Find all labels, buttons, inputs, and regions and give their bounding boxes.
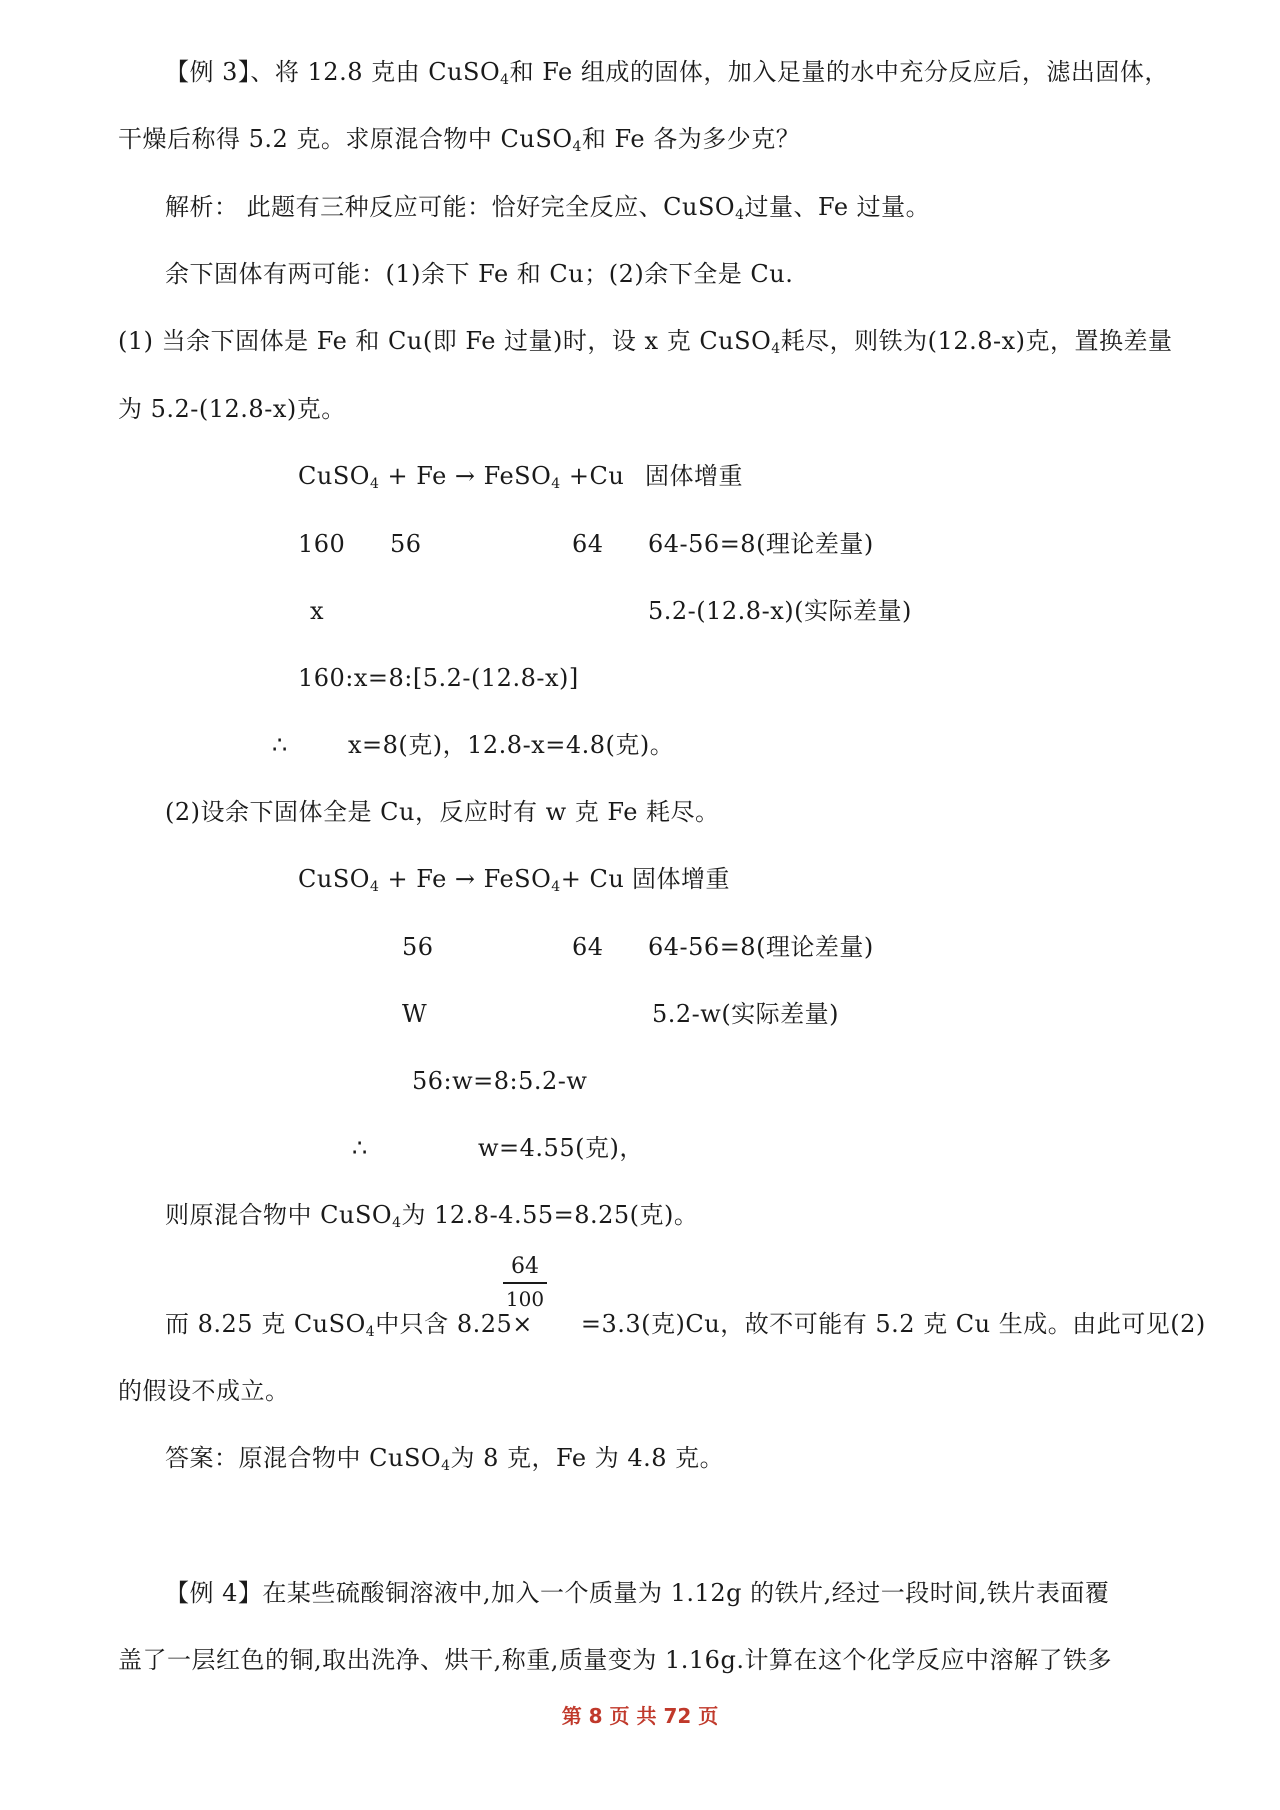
molar-mass-56-case2: 56: [402, 933, 434, 961]
ex4-question-line2: 盖了一层红色的铜,取出洗净、烘干,称重,质量变为 1.16g.计算在这个化学反应中溶解了铁多: [118, 1646, 1112, 1674]
result-1: x=8(克)，12.8-x=4.8(克)。: [348, 731, 675, 759]
therefore-symbol-2: ∴: [352, 1134, 368, 1162]
equation-2: CuSO$_4$ + Fe → FeSO$_4$+ Cu: [298, 865, 625, 895]
molar-mass-56: 56: [390, 530, 422, 558]
molar-mass-160: 160: [298, 530, 346, 558]
ex3-case1-line1: (1) 当余下固体是 Fe 和 Cu(即 Fe 过量)时，设 x 克 CuSO$_4$耗尽，则铁为(12.8-x)克，置换差量: [118, 327, 1173, 357]
fraction-numerator: 64: [503, 1252, 547, 1284]
solid-gain-label-1: 固体增重: [645, 462, 743, 490]
fraction-denominator: 100: [505, 1287, 545, 1311]
theoretical-difference-2: 64-56=8(理论差量): [648, 933, 874, 961]
actual-difference-2: 5.2-w(实际差量): [652, 1000, 840, 1028]
ex3-question-line2: 干燥后称得 5.2 克。求原混合物中 CuSO$_4$和 Fe 各为多少克？: [118, 125, 801, 155]
ex3-case2: (2)设余下固体全是 Cu，反应时有 w 克 Fe 耗尽。: [165, 798, 720, 826]
result-2: w=4.55(克)，: [478, 1134, 644, 1162]
ex3-remain-possibilities: 余下固体有两可能：(1)余下 Fe 和 Cu；(2)余下全是 Cu.: [165, 260, 794, 288]
actual-difference-1: 5.2-(12.8-x)(实际差量): [648, 597, 912, 625]
copper-content-line: 而 8.25 克 CuSO$_4$中只含 8.25× =3.3(克)Cu，故不可能有 5.2 克 Cu 生成。由此可见(2): [165, 1310, 1206, 1340]
fraction-64-over-100: [503, 1252, 547, 1314]
variable-w: W: [402, 1000, 428, 1028]
ex3-answer: 答案：原混合物中 CuSO$_4$为 8 克，Fe 为 4.8 克。: [165, 1444, 725, 1474]
ex3-analysis: 解析： 此题有三种反应可能：恰好完全反应、CuSO$_4$过量、Fe 过量。: [165, 193, 931, 223]
solid-gain-label-2: 固体增重: [632, 865, 730, 893]
ratio-equation-2: 56:w=8:5.2-w: [412, 1067, 588, 1095]
equation-1: CuSO$_4$ + Fe → FeSO$_4$ +Cu: [298, 462, 625, 492]
ex3-case1-line2: 为 5.2-(12.8-x)克。: [118, 395, 346, 423]
assumption-invalid: 的假设不成立。: [118, 1377, 290, 1405]
molar-mass-64-case2: 64: [572, 933, 604, 961]
therefore-symbol-1: ∴: [272, 731, 288, 759]
variable-x: x: [310, 597, 325, 625]
page-footer: 第 8 页 共 72 页: [561, 1704, 719, 1728]
ratio-equation-1: 160:x=8:[5.2-(12.8-x)]: [298, 664, 579, 692]
theoretical-difference-1: 64-56=8(理论差量): [648, 530, 874, 558]
molar-mass-64: 64: [572, 530, 604, 558]
ex4-question-line1: 【例 4】在某些硫酸铜溶液中,加入一个质量为 1.12g 的铁片,经过一段时间,铁片表面覆: [165, 1579, 1110, 1607]
original-cuso4-mass: 则原混合物中 CuSO$_4$为 12.8-4.55=8.25(克)。: [165, 1201, 699, 1231]
ex3-question-line1: 【例 3】、将 12.8 克由 CuSO$_4$和 Fe 组成的固体，加入足量的水中充分反应后，滤出固体，: [165, 58, 1169, 88]
